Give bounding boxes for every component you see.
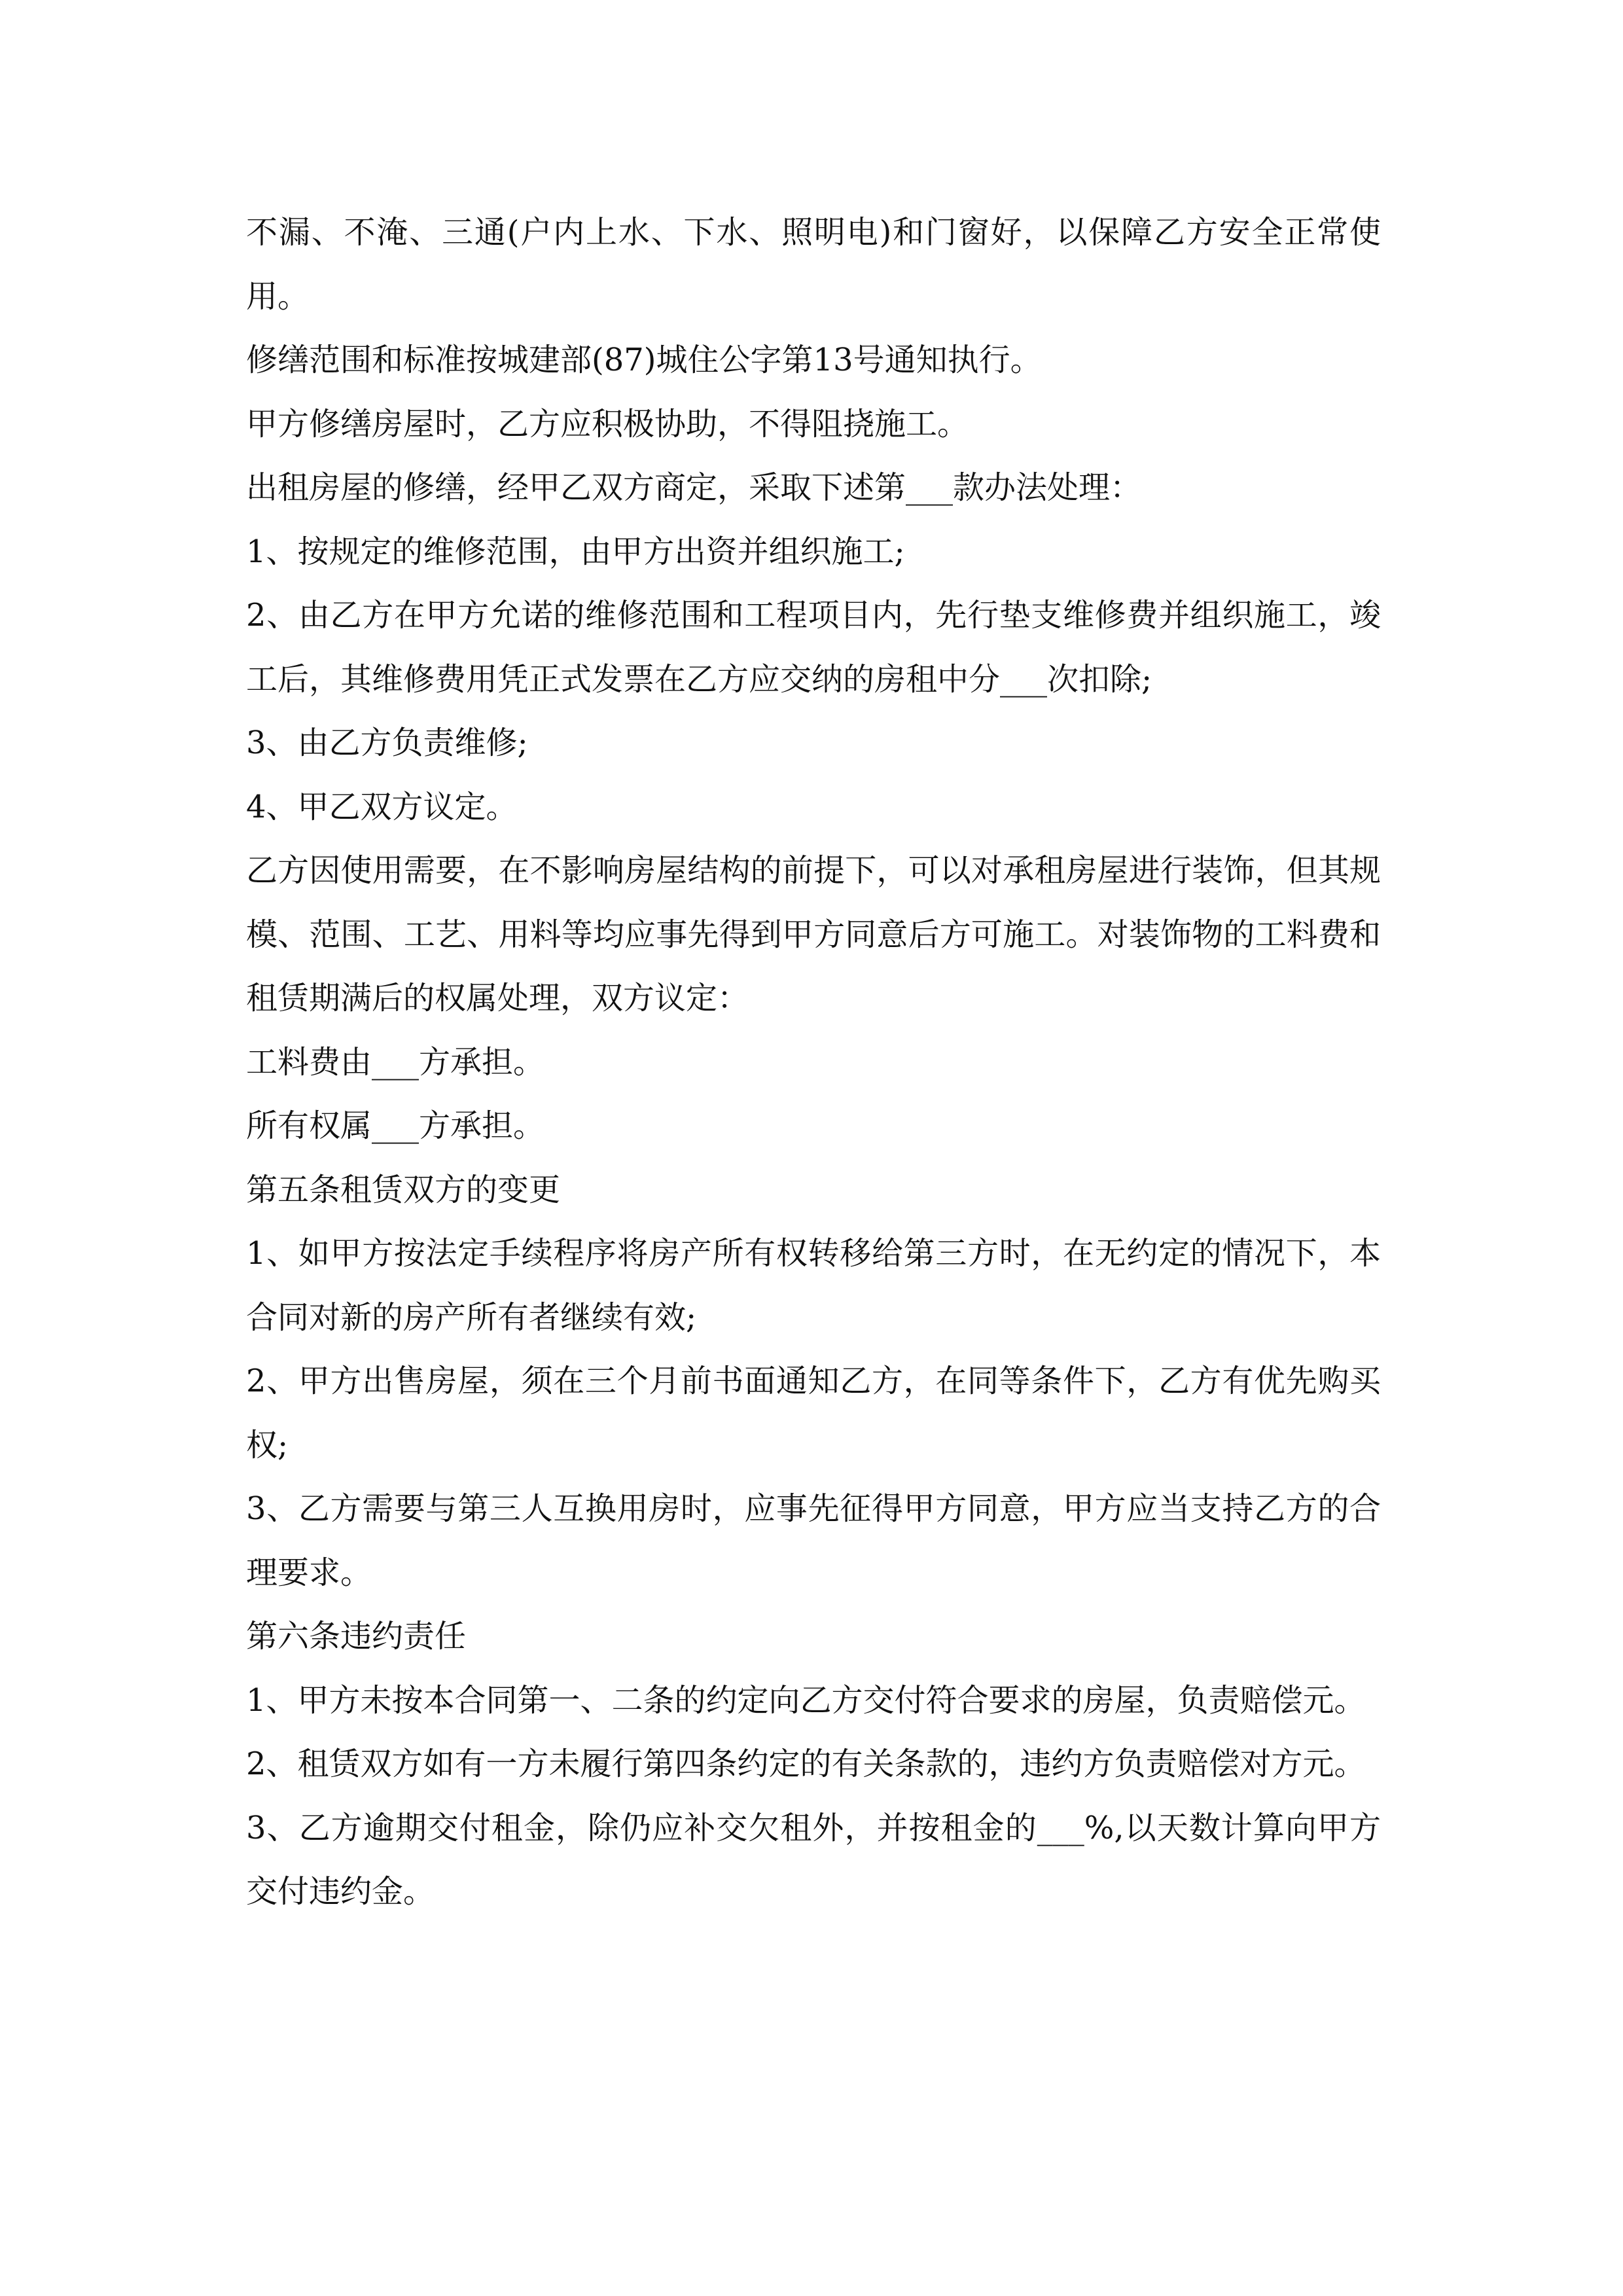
paragraph-repair-scope: 修缮范围和标准按城建部(87)城住公字第13号通知执行。 xyxy=(246,342,1042,378)
list-item-method-2: 2、由乙方在甲方允诺的维修范围和工程项目内，先行垫支维修费并组织施工，竣工后，其维修费用凭正式发票在乙方应交纳的房租中分___次扣除; xyxy=(246,597,1381,698)
paragraph-ownership: 所有权属___方承担。 xyxy=(246,1107,545,1144)
list-item-method-1: 1、按规定的维修范围，由甲方出资并组织施工; xyxy=(246,533,905,570)
paragraph-repair-method: 出租房屋的修缮，经甲乙双方商定，采取下述第___款办法处理： xyxy=(246,469,1142,506)
list-item-change-2: 2、甲方出售房屋，须在三个月前书面通知乙方，在同等条件下，乙方有优先购买权; xyxy=(246,1363,1381,1463)
list-item-liability-3: 3、乙方逾期交付租金，除仍应补交欠租外，并按租金的___%,以天数计算向甲方交付违约金。 xyxy=(246,1809,1381,1910)
paragraph-repair-standard: 不漏、不淹、三通(户内上水、下水、照明电)和门窗好，以保障乙方安全正常使用。 xyxy=(246,214,1381,315)
list-item-method-4: 4、甲乙双方议定。 xyxy=(246,788,518,825)
document-body xyxy=(246,201,1381,1924)
list-item-change-1: 1、如甲方按法定手续程序将房产所有权转移给第三方时，在无约定的情况下，本合同对新的房产所有者继续有效; xyxy=(246,1235,1381,1336)
section-heading-5: 第五条租赁双方的变更 xyxy=(246,1171,561,1208)
section-heading-6: 第六条违约责任 xyxy=(246,1618,467,1655)
paragraph-decoration: 乙方因使用需要，在不影响房屋结构的前提下，可以对承租房屋进行装饰，但其规模、范围、工艺、用料等均应事先得到甲方同意后方可施工。对装饰物的工料费和租赁期满后的权属处理，双方议定： xyxy=(246,852,1381,1016)
list-item-change-3: 3、乙方需要与第三人互换用房时，应事先征得甲方同意，甲方应当支持乙方的合理要求。 xyxy=(246,1490,1381,1591)
paragraph-material-cost: 工料费由___方承担。 xyxy=(246,1043,545,1081)
list-item-liability-1: 1、甲方未按本合同第一、二条的约定向乙方交付符合要求的房屋，负责赔偿元。 xyxy=(246,1681,1366,1719)
paragraph-cooperation: 甲方修缮房屋时，乙方应积极协助，不得阻挠施工。 xyxy=(246,405,969,442)
list-item-liability-2: 2、租赁双方如有一方未履行第四条约定的有关条款的，违约方负责赔偿对方元。 xyxy=(246,1746,1366,1782)
list-item-method-3: 3、由乙方负责维修; xyxy=(246,725,528,761)
